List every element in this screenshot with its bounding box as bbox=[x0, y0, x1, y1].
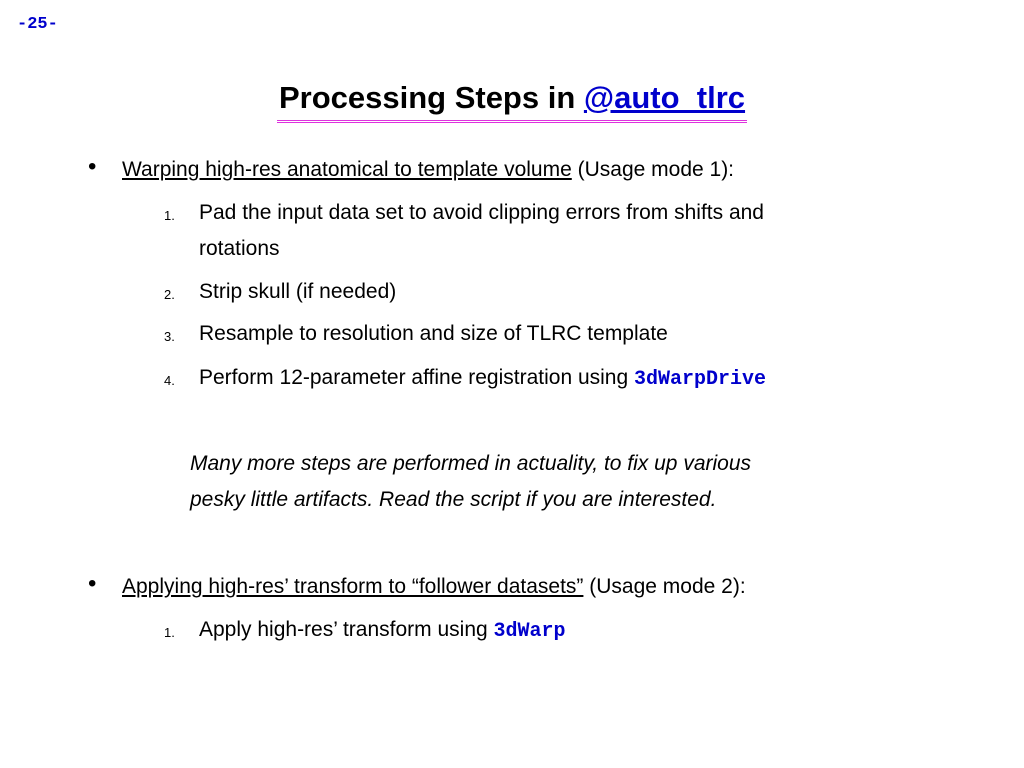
bullet-icon: • bbox=[88, 570, 97, 597]
note-line: Many more steps are performed in actuality, to fix up various bbox=[190, 452, 752, 475]
step-text bbox=[199, 360, 919, 398]
step-text-line: rotations bbox=[199, 237, 280, 260]
section-heading bbox=[122, 155, 734, 185]
command-name: 3dWarpDrive bbox=[634, 368, 767, 391]
title-prefix: Processing Steps in bbox=[278, 80, 584, 115]
section-heading bbox=[122, 572, 746, 602]
step-number: 3. bbox=[164, 329, 175, 344]
command-name: 3dWarp bbox=[493, 620, 566, 643]
title-command: @auto_tlrc bbox=[583, 80, 746, 115]
page-title bbox=[277, 80, 747, 123]
section-heading-link-text: Warping high-res anatomical to template volume bbox=[122, 158, 572, 181]
section-heading-suffix: (Usage mode 1): bbox=[571, 158, 735, 181]
step-text: Resample to resolution and size of TLRC template bbox=[199, 322, 668, 345]
step-text-line: Pad the input data set to avoid clipping errors from shifts and bbox=[199, 201, 764, 224]
step-text bbox=[199, 612, 919, 650]
section-heading-link-text: Applying high-res’ transform to “follower datasets” bbox=[122, 575, 584, 598]
note-line: pesky little artifacts. Read the script if you are interested. bbox=[190, 488, 717, 511]
step-number: 4. bbox=[164, 373, 175, 388]
italic-note bbox=[190, 446, 910, 518]
step-number: 1. bbox=[164, 208, 175, 223]
step-text: Strip skull (if needed) bbox=[199, 280, 397, 303]
step-number: 1. bbox=[164, 625, 175, 640]
page-number: -25- bbox=[17, 15, 58, 34]
section-heading-suffix: (Usage mode 2): bbox=[583, 575, 746, 598]
step-text-prefix: Apply high-res’ transform using bbox=[199, 618, 494, 641]
title-container bbox=[0, 80, 1024, 123]
step-text-prefix: Perform 12-parameter affine registration using bbox=[199, 366, 634, 389]
bullet-icon: • bbox=[88, 153, 97, 180]
step-number: 2. bbox=[164, 287, 175, 302]
step-text bbox=[199, 195, 919, 267]
